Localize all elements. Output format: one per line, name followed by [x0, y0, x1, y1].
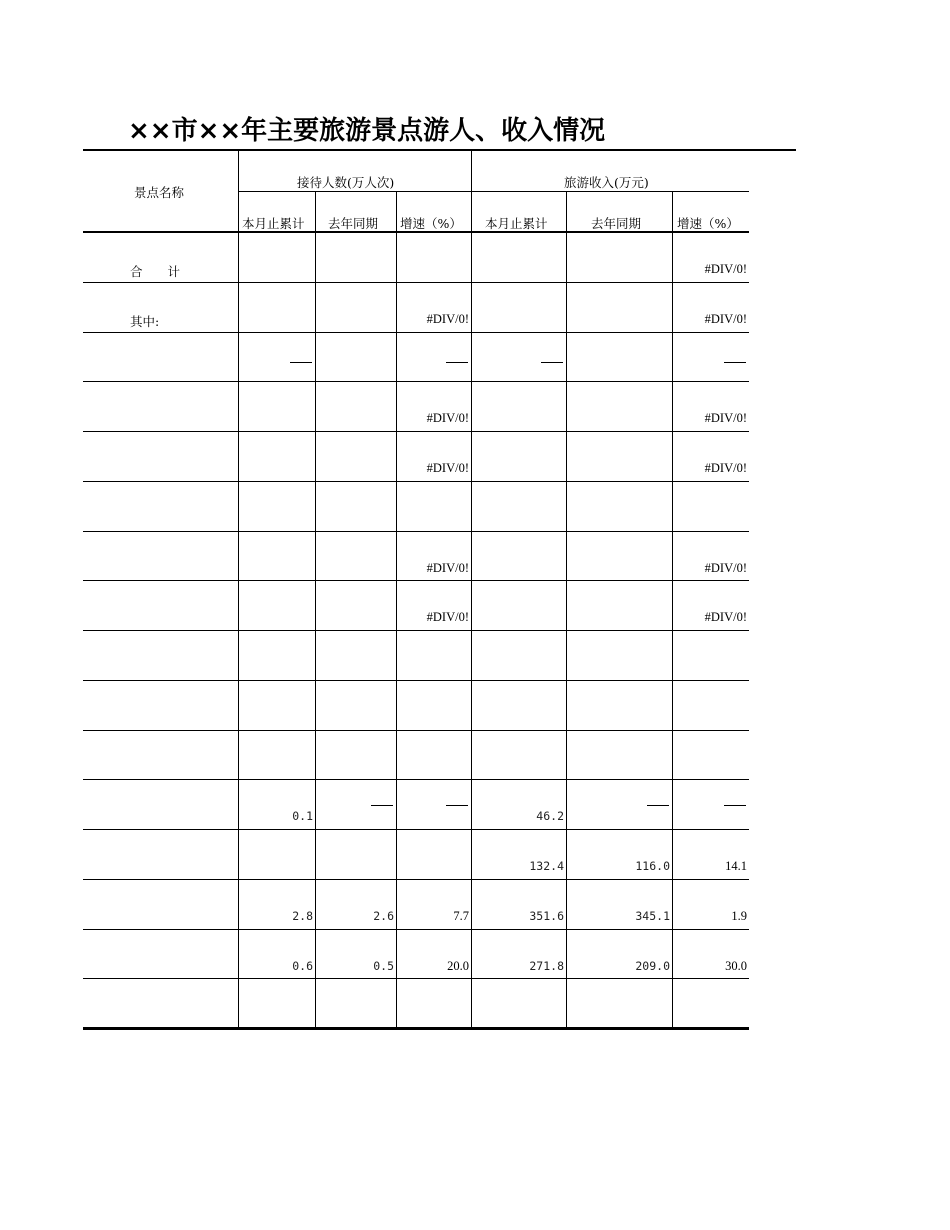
row-rule [83, 332, 749, 333]
header-revenue-current: 本月止累计 [485, 216, 548, 231]
header-scenic-spot-name: 景点名称 [134, 185, 185, 200]
header-visitors-previous: 去年同期 [328, 216, 379, 231]
cell-r-rate: 14.1 [725, 859, 747, 873]
table-bottom-rule [83, 1027, 749, 1030]
na-dash-text [371, 797, 372, 798]
row-rule [83, 730, 749, 731]
cell-r-cur: 351.6 [529, 908, 564, 923]
row-rule [83, 779, 749, 780]
na-dash-text [724, 797, 725, 798]
row-rule [83, 481, 749, 482]
row-name: 合 计 [130, 264, 181, 279]
row-rule [83, 431, 749, 432]
page-title: ××市××年主要旅游景点游人、收入情况 [128, 116, 606, 146]
cell-r-cur: 132.4 [529, 859, 564, 873]
header-visitors-current: 本月止累计 [242, 216, 305, 231]
cell-v-rate: #DIV/0! [426, 311, 469, 326]
na-dash-text [446, 354, 447, 355]
row-rule [83, 879, 749, 880]
row-rule [83, 978, 749, 979]
cell-r-rate: #DIV/0! [704, 610, 747, 625]
header-bottom-rule [83, 231, 749, 233]
na-dash [371, 805, 393, 806]
cell-r-rate: #DIV/0! [704, 560, 747, 575]
row-rule [83, 929, 749, 930]
header-visitors-group: 接待人数(万人次) [297, 175, 395, 190]
cell-v-rate: #DIV/0! [426, 610, 469, 625]
column-divider [566, 191, 567, 1028]
cell-v-cur: 2.8 [292, 908, 313, 923]
na-dash [647, 805, 669, 806]
cell-r-rate: #DIV/0! [704, 461, 747, 475]
cell-r-rate: 30.0 [725, 958, 747, 973]
na-dash-text [446, 797, 447, 798]
cell-v-cur: 0.6 [292, 958, 313, 973]
na-dash-text [290, 354, 291, 355]
header-revenue-group: 旅游收入(万元) [564, 175, 649, 190]
cell-r-rate: 1.9 [731, 908, 747, 923]
cell-v-cur: 0.1 [292, 809, 313, 824]
row-rule [83, 680, 749, 681]
row-rule [83, 381, 749, 382]
column-divider [315, 191, 316, 1028]
na-dash [724, 805, 746, 806]
row-rule [83, 531, 749, 532]
cell-r-rate: #DIV/0! [704, 262, 747, 276]
cell-r-prev: 209.0 [635, 958, 670, 973]
cell-v-prev: 0.5 [373, 958, 394, 973]
row-name: 其中: [130, 313, 160, 329]
cell-v-rate: 20.0 [447, 958, 469, 973]
row-rule [83, 829, 749, 830]
header-revenue-previous: 去年同期 [591, 216, 642, 231]
na-dash-text [647, 797, 648, 798]
cell-r-cur: 271.8 [529, 958, 564, 973]
row-rule [83, 580, 749, 581]
cell-v-rate: #DIV/0! [426, 411, 469, 426]
cell-v-rate: #DIV/0! [426, 461, 469, 475]
cell-r-prev: 345.1 [635, 908, 670, 923]
na-dash [724, 362, 746, 363]
na-dash [290, 362, 312, 363]
na-dash-text [541, 354, 542, 355]
cell-v-rate: 7.7 [453, 908, 469, 923]
cell-v-rate: #DIV/0! [426, 560, 469, 575]
row-rule [83, 282, 749, 283]
cell-r-prev: 116.0 [635, 859, 670, 873]
cell-r-rate: #DIV/0! [704, 411, 747, 426]
cell-r-cur: 46.2 [536, 809, 564, 824]
na-dash [541, 362, 563, 363]
na-dash [446, 805, 468, 806]
na-dash [446, 362, 468, 363]
row-rule [83, 630, 749, 631]
header-visitors-growth: 增速（%） [400, 216, 462, 231]
cell-r-rate: #DIV/0! [704, 311, 747, 326]
table-top-rule [83, 149, 796, 151]
cell-v-prev: 2.6 [373, 908, 394, 923]
header-revenue-growth: 增速（%） [677, 216, 739, 231]
na-dash-text [724, 354, 725, 355]
